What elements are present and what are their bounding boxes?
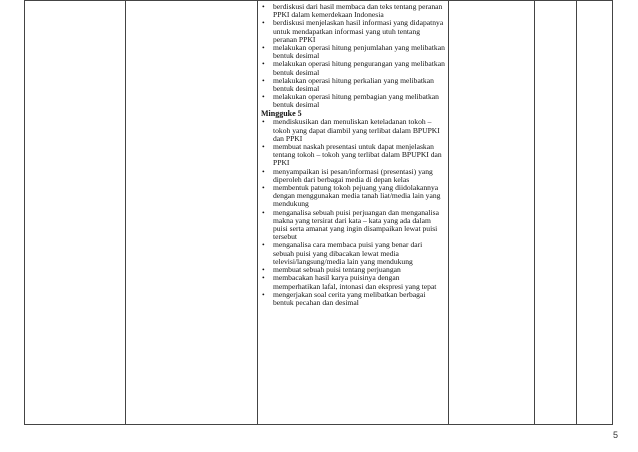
list-item-text: melakukan operasi hitung perkalian yang melibatkan bentuk desimal (273, 75, 434, 94)
list-item (261, 209, 445, 242)
list-item-text: menganalisa sebuah puisi perjuangan dan menganalisa makna yang tersirat dari kata – kata yang ada dalam puisi serta amanat yang ingin disampaikan lewat puisi tersebut (273, 207, 439, 242)
activities-list-part-1 (261, 3, 445, 110)
bullet-icon: • (262, 92, 265, 102)
list-item-text: membentuk patung tokoh pejuang yang diidolakannya dengan menggunakan media tanah liat/media lain yang mendukung (273, 183, 441, 209)
page-number: 5 (612, 430, 618, 440)
list-item (261, 241, 445, 266)
bullet-icon: • (262, 142, 265, 152)
bullet-icon: • (262, 43, 265, 53)
list-item-text: berdiskusi dari hasil membaca dan teks tentang peranan PPKI dalam kemerdekaan Indonesia (273, 2, 443, 20)
table-row (25, 1, 613, 425)
list-item (261, 184, 445, 209)
activities-cell (258, 1, 449, 425)
list-item (261, 19, 445, 44)
list-item (261, 77, 445, 93)
bullet-icon: • (262, 2, 265, 11)
list-item (261, 3, 445, 19)
bullet-icon: • (262, 183, 265, 193)
list-item (261, 118, 445, 143)
bullet-icon: • (262, 166, 265, 176)
list-item (261, 93, 445, 109)
bullet-icon: • (262, 18, 265, 28)
bullet-icon: • (262, 117, 265, 127)
list-item-text: membuat sebuah puisi tentang perjuangan (273, 265, 401, 275)
activities-list-week-5 (261, 118, 445, 307)
list-item (261, 274, 445, 290)
list-item-text: mendiskusikan dan menuliskan keteladanan tokoh – tokoh yang dapat diambil yang terlibat dalam BPUPKI dan PPKI (273, 117, 440, 143)
bullet-icon: • (262, 207, 265, 217)
list-item-text: melakukan operasi hitung pengurangan yang melibatkan bentuk desimal (273, 59, 445, 77)
empty-cell-5 (535, 1, 577, 425)
bullet-icon: • (262, 265, 265, 275)
list-item-text: berdiskusi menjelaskan hasil informasi yang didapatnya untuk mendapatkan informasi yang utuh tentang peranan PPKI (273, 18, 444, 44)
bullet-icon: • (262, 273, 265, 283)
list-item (261, 60, 445, 76)
empty-cell-4 (449, 1, 535, 425)
list-item-text: mengerjakan soal cerita yang melibatkan berbagai bentuk pecahan dan desimal (273, 289, 426, 307)
bullet-icon: • (262, 289, 265, 299)
list-item-text: membuat naskah presentasi untuk dapat menjelaskan tentang tokoh – tokoh yang terlibat dalam BPUPKI dan PPKI (273, 142, 442, 168)
list-item-text: menyampaikan isi pesan/informasi (presentasi) yang diperoleh dari berbagai media di depan kelas (273, 166, 433, 184)
week-heading: Mingguke 5 (261, 108, 302, 118)
list-item (261, 143, 445, 168)
bullet-icon: • (262, 59, 265, 69)
list-item (261, 44, 445, 60)
lesson-plan-table (24, 0, 613, 425)
empty-cell-1 (25, 1, 126, 425)
empty-cell-6 (577, 1, 613, 425)
list-item-text: melakukan operasi hitung pembagian yang melibatkan bentuk desimal (273, 92, 439, 110)
list-item-text: membacakan hasil karya puisinya dengan memperhatikan lafal, intonasi dan ekspresi yang tepat (273, 273, 437, 291)
list-item-text: melakukan operasi hitung penjumlahan yang melibatkan bentuk desimal (273, 43, 445, 61)
list-item-text: menganalisa cara membaca puisi yang benar dari sebuah puisi yang dibacakan lewat media televisi/langsung/media lain yang mendukung (273, 240, 423, 266)
list-item (261, 291, 445, 307)
bullet-icon: • (262, 75, 265, 85)
list-item (261, 168, 445, 184)
bullet-icon: • (262, 240, 265, 250)
empty-cell-2 (126, 1, 258, 425)
